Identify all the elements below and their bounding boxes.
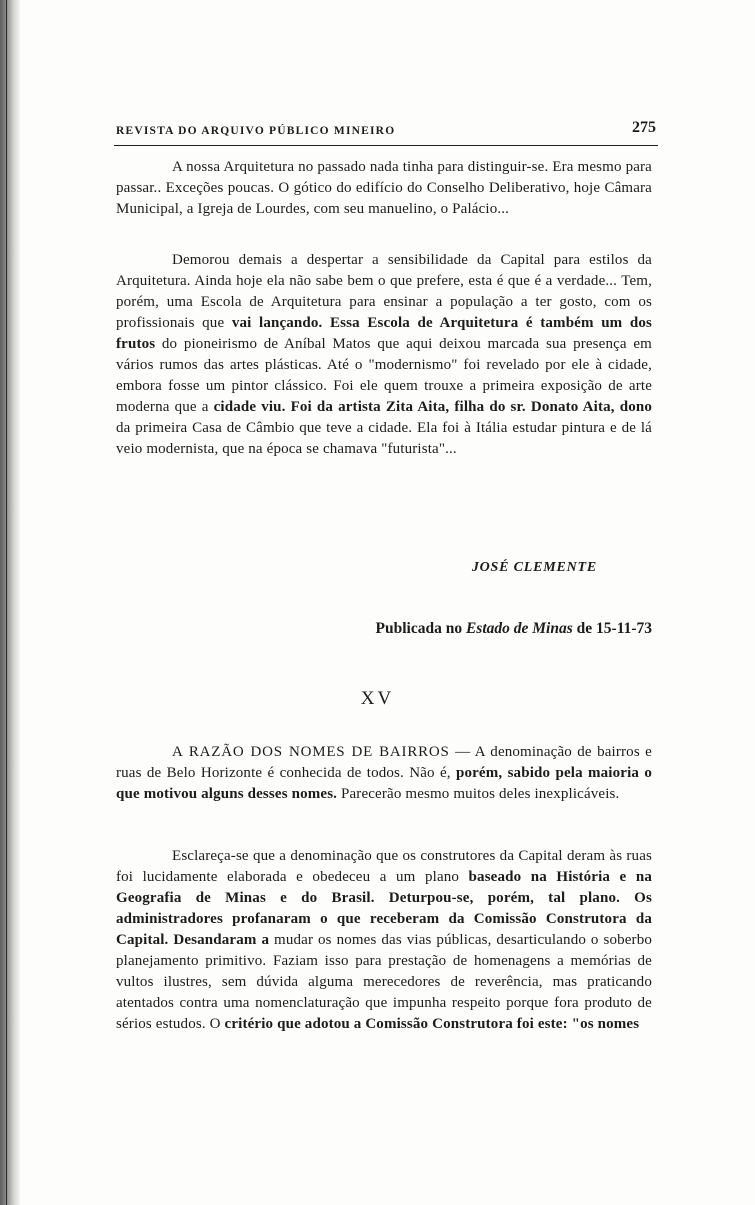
bold-text: cidade viu. Foi da artista Zita Aita, filha do sr. Donato Aita, dono [213,399,652,415]
paragraph-text: Demorou demais a despertar a sensibilidade da Capital para estilos da Arquitetura. Ainda hoje ela não sabe bem o que prefere, esta é que é a verdade... Tem, porém, uma Escola de Arquitetura para ensinar a população a ter gosto, com os profissionais que [116,252,652,331]
paragraph-text: Parecerão mesmo muitos deles inexplicáveis. [341,786,620,802]
paragraph-text: Esclareça-se que a denominação que os construtores da Capital deram às ruas foi lucidamente elaborada e obedeceu a um plano [116,848,652,885]
newspaper-name: Estado de Minas [465,620,573,637]
author-signature: JOSÉ CLEMENTE [471,560,597,575]
paragraph-architecture-past: A nossa Arquitetura no passado nada tinha para distinguir-se. Era mesmo para passar.. Exceções poucas. O gótico do edifício do Conselho Deliberativo, hoje Câmara Municipal, a Igreja de Lourdes, com seu manuelino, o Palácio... [116,159,652,217]
paragraph-text: mudar os nomes das vias públicas, desarticulando o soberbo planejamento primitivo. Faziam isso para prestação de homenagens a memórias de vultos ilustres, sem dúvida alguma merecedores de reverência, mas praticando atentados contra uma nomenclaturação que impunha respeito porque fora produto de sérios estudos. O [116,932,653,1032]
spine-edge-line [6,0,7,1205]
paragraph-architecture-school [116,250,652,460]
book-spine-shadow [0,0,20,1205]
paragraph-text: da primeira Casa de Câmbio que teve a cidade. Ela foi à Itália estudar pintura e de lá veio modernista, que na época se chamava "futurista"... [116,420,652,457]
publication-date: de 15-11-73 [576,620,652,637]
running-head: REVISTA DO ARQUIVO PÚBLICO MINEIRO [116,125,396,137]
page-number: 275 [632,119,656,136]
publication-note [0,620,652,638]
paragraph-text: do pioneirismo de Aníbal Matos que aqui deixou marcada sua presença em vários rumos das artes plásticas. Até o "modernismo" foi revelado por ele à cidade, embora fosse um pintor clássico. Foi ele quem trouxe a primeira exposição de arte moderna que a [116,336,653,415]
paragraph-text: — A denominação de bairros e ruas de Belo Horizonte é conhecida de todos. Não é, [116,744,652,781]
publication-prefix: Publicada no [375,620,463,637]
bold-text: vai lançando. Essa Escola de Arquitetura é também um dos frutos [116,315,653,352]
bold-text: critério que adotou a Comissão Construtora foi este: "os nomes [224,1016,640,1032]
paragraph-street-naming-plan [116,846,652,1035]
section-lead: A RAZÃO DOS NOMES DE BAIRROS [172,744,450,760]
bold-text: baseado na História e na Geografia de Minas e do Brasil. Deturpou-se, porém, tal plano. Os administradores profanaram o que receberam da Comissão Construtora da Capital. Desandaram a [116,869,652,948]
header-rule [114,145,658,146]
paragraph-neighborhood-names [116,742,652,805]
bold-text: porém, sabido pela maioria o que motivou alguns desses nomes. [116,765,652,802]
chapter-title: XV [360,688,395,709]
